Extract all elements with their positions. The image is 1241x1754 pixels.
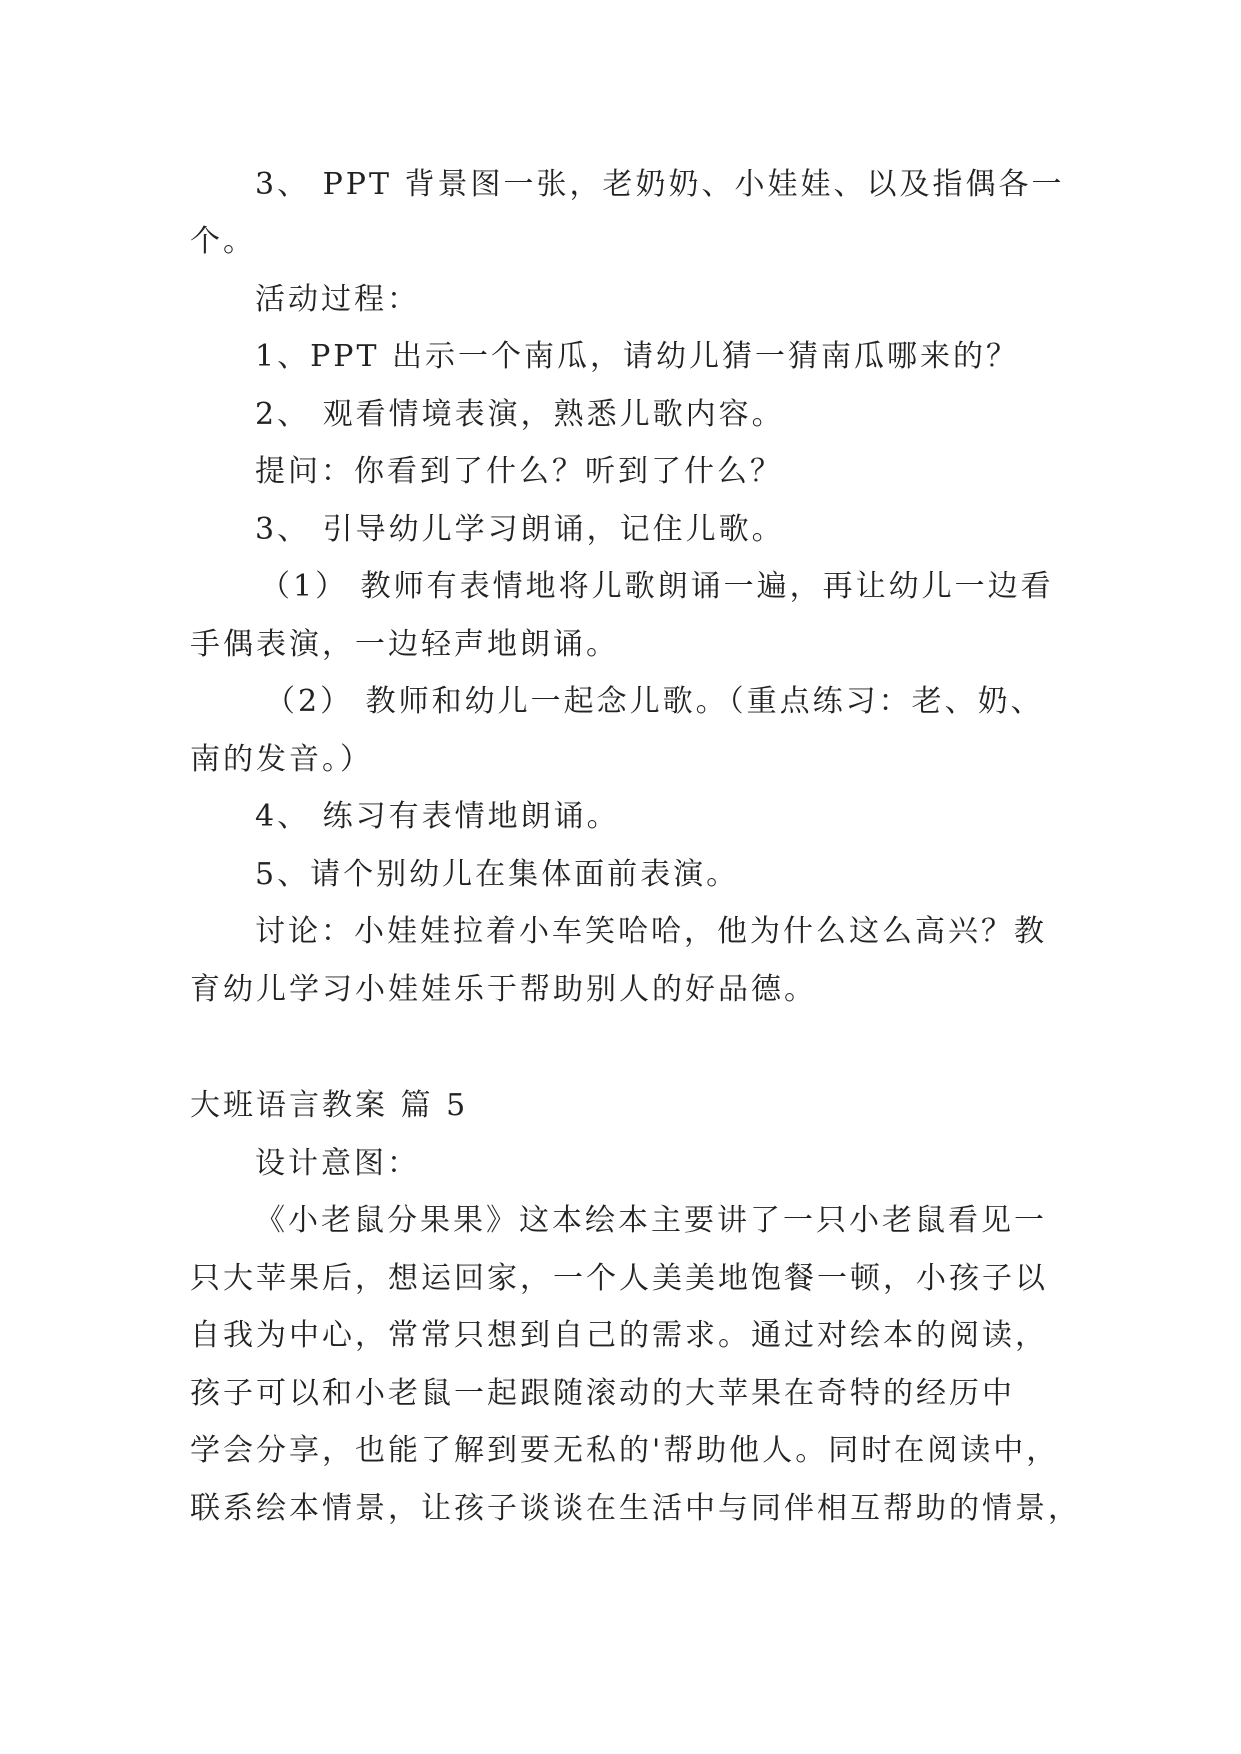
text-line: 孩子可以和小老鼠一起跟随滚动的大苹果在奇特的经历中 bbox=[190, 1376, 1015, 1411]
text-line: 个。 bbox=[190, 224, 256, 259]
text-line: 学会分享，也能了解到要无私的'帮助他人。同时在阅读中， bbox=[190, 1433, 1060, 1468]
text-line: 讨论：小娃娃拉着小车笑哈哈，他为什么这么高兴？教 bbox=[255, 914, 1047, 949]
text-line: 手偶表演，一边轻声地朗诵。 bbox=[190, 627, 619, 662]
section-heading: 大班语言教案 篇 5 bbox=[190, 1088, 469, 1123]
text-line: （1） 教师有表情地将儿歌朗诵一遍，再让幼儿一边看 bbox=[260, 569, 1054, 604]
text-line: 5、请个别幼儿在集体面前表演。 bbox=[255, 857, 740, 892]
text-line: 只大苹果后，想运回家，一个人美美地饱餐一顿，小孩子以 bbox=[190, 1261, 1048, 1296]
text-line: 南的发音。） bbox=[190, 742, 373, 777]
text-line: 3、 PPT 背景图一张，老奶奶、小娃娃、以及指偶各一 bbox=[255, 167, 1065, 202]
text-line: 《小老鼠分果果》这本绘本主要讲了一只小老鼠看见一 bbox=[255, 1203, 1047, 1238]
text-line: （2） 教师和幼儿一起念儿歌。（重点练习：老、奶、 bbox=[265, 684, 1044, 719]
text-line: 1、PPT 出示一个南瓜，请幼儿猜一猜南瓜哪来的？ bbox=[255, 339, 1020, 374]
text-line: 提问：你看到了什么？听到了什么？ bbox=[255, 454, 783, 489]
text-line: 设计意图： bbox=[255, 1146, 420, 1181]
text-line: 2、 观看情境表演，熟悉儿歌内容。 bbox=[255, 397, 785, 432]
text-line: 联系绘本情景，让孩子谈谈在生活中与同伴相互帮助的情景， bbox=[190, 1491, 1081, 1526]
text-line: 自我为中心，常常只想到自己的需求。通过对绘本的阅读， bbox=[190, 1318, 1048, 1353]
text-line: 育幼儿学习小娃娃乐于帮助别人的好品德。 bbox=[190, 972, 817, 1007]
text-line: 活动过程： bbox=[255, 282, 420, 317]
text-line: 4、 练习有表情地朗诵。 bbox=[255, 799, 620, 834]
text-line: 3、 引导幼儿学习朗诵，记住儿歌。 bbox=[255, 512, 785, 547]
